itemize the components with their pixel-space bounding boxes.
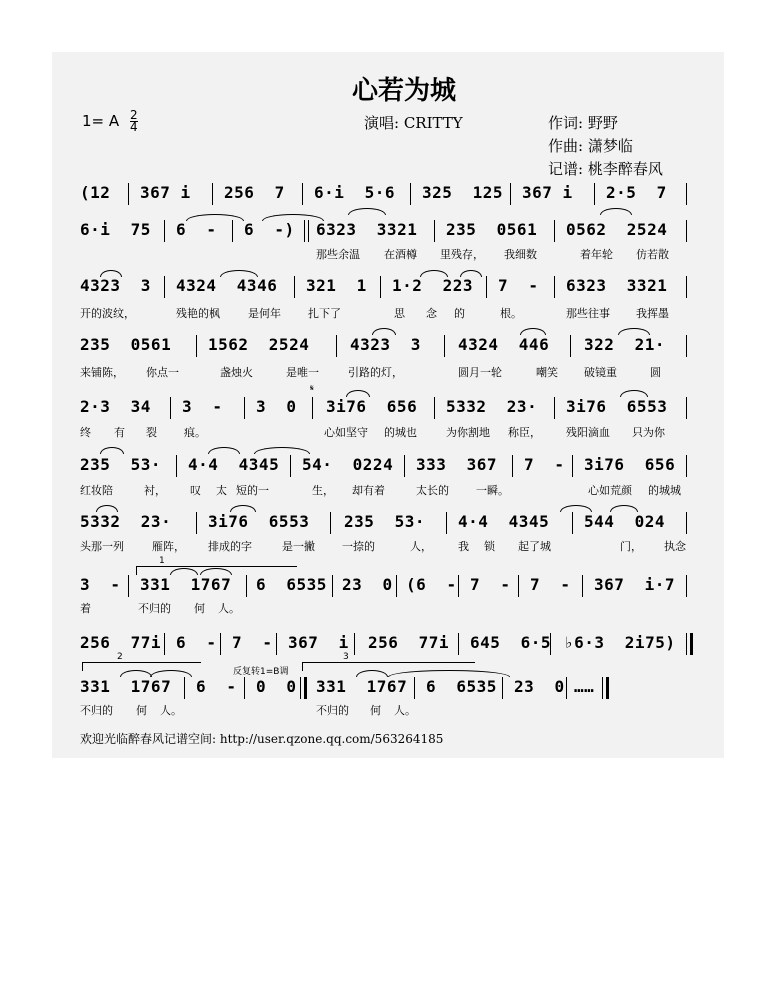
lyric: 排成的字 (208, 540, 252, 553)
composer-credit: 作曲: 潇梦临 (548, 137, 633, 155)
lyric: 来铺陈， (80, 366, 124, 379)
lyric: 人。 (160, 704, 182, 717)
measure: 4·4 4345 (188, 455, 280, 474)
lyric: 我挥墨 (636, 307, 669, 320)
lyric: 执念 (664, 540, 686, 553)
measure: 367 i (140, 183, 191, 202)
measure: 256 77i (368, 633, 450, 652)
lyrics-row (80, 600, 692, 616)
lyric: 人。 (218, 602, 240, 615)
time-bottom: 4 (129, 120, 138, 134)
measure: 54· 0224 (302, 455, 394, 474)
measure: 3 - (182, 397, 223, 416)
measure: 23 0 (342, 575, 393, 594)
lyric: 的城城 (648, 484, 681, 497)
lyric: 锁 (484, 540, 495, 553)
measure: (12 (80, 183, 111, 202)
lyric: 思 (394, 307, 405, 320)
measure: 7 - (498, 276, 539, 295)
lyric: 却有着 (352, 484, 385, 497)
lyric: 起了城 (518, 540, 551, 553)
singer-credit: 演唱: CRITTY (364, 114, 463, 132)
lyric: 盏烛火 (220, 366, 253, 379)
notation-row (80, 335, 692, 357)
measure: 6 -) (244, 220, 295, 239)
notation-row (80, 575, 692, 597)
lyric: 那些余温 (316, 248, 360, 261)
measure: (6 - (406, 575, 457, 594)
lyric: 不归的 (80, 704, 113, 717)
measure: 2·5 7 (606, 183, 667, 202)
measure: 4·4 4345 (458, 512, 550, 531)
volta-label: 1 (159, 556, 165, 566)
lyric: 生， (312, 484, 334, 497)
lyric: 根。 (500, 307, 522, 320)
lyricist-credit: 作词: 野野 (548, 114, 618, 132)
measure: 235 53· (344, 512, 426, 531)
measure: 3i76 6553 (208, 512, 310, 531)
notation-row (80, 512, 692, 534)
measure: 6 6535 (426, 677, 497, 696)
lyric: 有 (114, 426, 125, 439)
lyric: 称臣， (508, 426, 541, 439)
lyric: 开的波纹， (80, 307, 135, 320)
transcriber-credit: 记谱: 桃李醉春风 (548, 160, 663, 178)
measure: 0562 2524 (566, 220, 668, 239)
measure: 7 - (524, 455, 565, 474)
measure: 367 i·7 (594, 575, 676, 594)
measure: 4324 446 (458, 335, 550, 354)
lyric: 嘲笑 (536, 366, 558, 379)
measure: 235 0561 (446, 220, 538, 239)
notation-row (80, 397, 692, 419)
measure: 331 1767 (140, 575, 232, 594)
measure: 23 0 (514, 677, 565, 696)
lyric: 人， (410, 540, 432, 553)
footer-note: 欢迎光临醉春风记谱空间: http://user.qzone.qq.com/563264185 (80, 732, 444, 746)
lyric: 圆月一轮 (458, 366, 502, 379)
lyric: 太 (216, 484, 227, 497)
measure: …… (574, 677, 595, 696)
lyric: 念 (426, 307, 437, 320)
measure: ♭6·3 2i75) (564, 633, 676, 652)
lyric: 那些往事 (566, 307, 610, 320)
lyrics-row (80, 482, 692, 498)
measure: 5332 23· (446, 397, 538, 416)
measure: 6323 3321 (566, 276, 668, 295)
time-signature (130, 110, 138, 133)
lyric: 何 (136, 704, 147, 717)
notation-row (80, 455, 692, 477)
measure: 544 024 (584, 512, 666, 531)
measure: 235 0561 (80, 335, 172, 354)
measure: 6·i 5·6 (314, 183, 396, 202)
lyric: 扎下了 (308, 307, 341, 320)
measure: 5332 23· (80, 512, 172, 531)
notation-row (80, 220, 692, 242)
lyric: 引路的灯， (348, 366, 403, 379)
measure: 7 - (530, 575, 571, 594)
measure: 2·3 34 (80, 397, 151, 416)
lyric: 着年轮 (580, 248, 613, 261)
measure: 3 - (80, 575, 121, 594)
lyric: 门， (620, 540, 642, 553)
measure: 3i76 656 (584, 455, 676, 474)
lyric: 头那一列 (80, 540, 124, 553)
lyric: 为你割地 (446, 426, 490, 439)
volta-label: 2 (117, 652, 123, 662)
lyric: 心如坚守 (324, 426, 368, 439)
lyric: 痕。 (184, 426, 206, 439)
lyric: 是何年 (248, 307, 281, 320)
measure: 235 53· (80, 455, 162, 474)
measure: 256 77i (80, 633, 162, 652)
notation-row (80, 276, 692, 298)
lyric: 我 (458, 540, 469, 553)
measure: 331 1767 (316, 677, 408, 696)
measure: 3i76 6553 (566, 397, 668, 416)
segno-icon: 𝄋 (310, 384, 314, 394)
measure: 321 1 (306, 276, 367, 295)
lyric: 里残存， (440, 248, 484, 261)
lyric: 叹 (190, 484, 201, 497)
measure: 3 0 (256, 397, 297, 416)
measure: 256 7 (224, 183, 285, 202)
lyrics-row (80, 702, 692, 718)
measure: 331 1767 (80, 677, 172, 696)
lyric: 太长的 (416, 484, 449, 497)
measure: 322 21· (584, 335, 666, 354)
measure: 367 i (288, 633, 349, 652)
lyric: 的城也 (384, 426, 417, 439)
lyric: 短的一 (236, 484, 269, 497)
lyric: 不归的 (316, 704, 349, 717)
lyric: 你点一 (146, 366, 179, 379)
measure: 6 6535 (256, 575, 327, 594)
lyric: 红妆陪 (80, 484, 113, 497)
lyric: 是一撇 (282, 540, 315, 553)
measure: 367 i (522, 183, 573, 202)
key-signature (82, 110, 138, 133)
lyrics-row (80, 424, 692, 440)
lyric: 雁阵， (152, 540, 185, 553)
measure: 333 367 (416, 455, 498, 474)
song-title: 心若为城 (352, 76, 457, 106)
lyric: 仿若散 (636, 248, 669, 261)
lyrics-row (80, 246, 692, 262)
lyric: 衬， (144, 484, 166, 497)
lyrics-row (80, 364, 692, 380)
measure: 645 6·5 (470, 633, 552, 652)
measure: 6 - (196, 677, 237, 696)
measure: 4323 3 (80, 276, 151, 295)
lyric: 何 (194, 602, 205, 615)
lyric: 着 (80, 602, 91, 615)
lyric: 残艳的枫 (176, 307, 220, 320)
lyric: 裂 (146, 426, 157, 439)
lyric: 破镜重 (584, 366, 617, 379)
lyric: 一捺的 (342, 540, 375, 553)
measure: 7 - (470, 575, 511, 594)
lyric: 心如荒颜 (588, 484, 632, 497)
measure: 3i76 656 (326, 397, 418, 416)
lyric: 是唯一 (286, 366, 319, 379)
notation-row (80, 677, 692, 699)
lyric: 圆 (650, 366, 661, 379)
lyric: 一瞬。 (476, 484, 509, 497)
measure: 7 - (232, 633, 273, 652)
measure: 325 125 (422, 183, 504, 202)
lyric: 人。 (394, 704, 416, 717)
measure: 1·2 223 (392, 276, 474, 295)
time-top: 2 (129, 108, 138, 122)
lyric: 的 (454, 307, 465, 320)
lyric: 何 (370, 704, 381, 717)
measure: 4324 4346 (176, 276, 278, 295)
lyrics-row (80, 305, 692, 321)
key-label: 1= A (82, 112, 120, 130)
notation-row (80, 633, 692, 655)
lyric: 我细数 (504, 248, 537, 261)
measure: 6 - (176, 633, 217, 652)
modulation-note: 反复转1=B调 (233, 667, 289, 677)
measure: 6323 3321 (316, 220, 418, 239)
measure: 4323 3 (350, 335, 421, 354)
measure: 0 0 (256, 677, 297, 696)
lyric: 残阳滴血 (566, 426, 610, 439)
lyric: 只为你 (632, 426, 665, 439)
lyric: 不归的 (138, 602, 171, 615)
measure: 6·i 75 (80, 220, 151, 239)
lyric: 终 (80, 426, 91, 439)
lyrics-row (80, 538, 692, 554)
lyric: 在酒樽 (384, 248, 417, 261)
measure: 6 - (176, 220, 217, 239)
volta-label: 3 (343, 652, 349, 662)
measure: 1562 2524 (208, 335, 310, 354)
notation-row (80, 183, 692, 205)
